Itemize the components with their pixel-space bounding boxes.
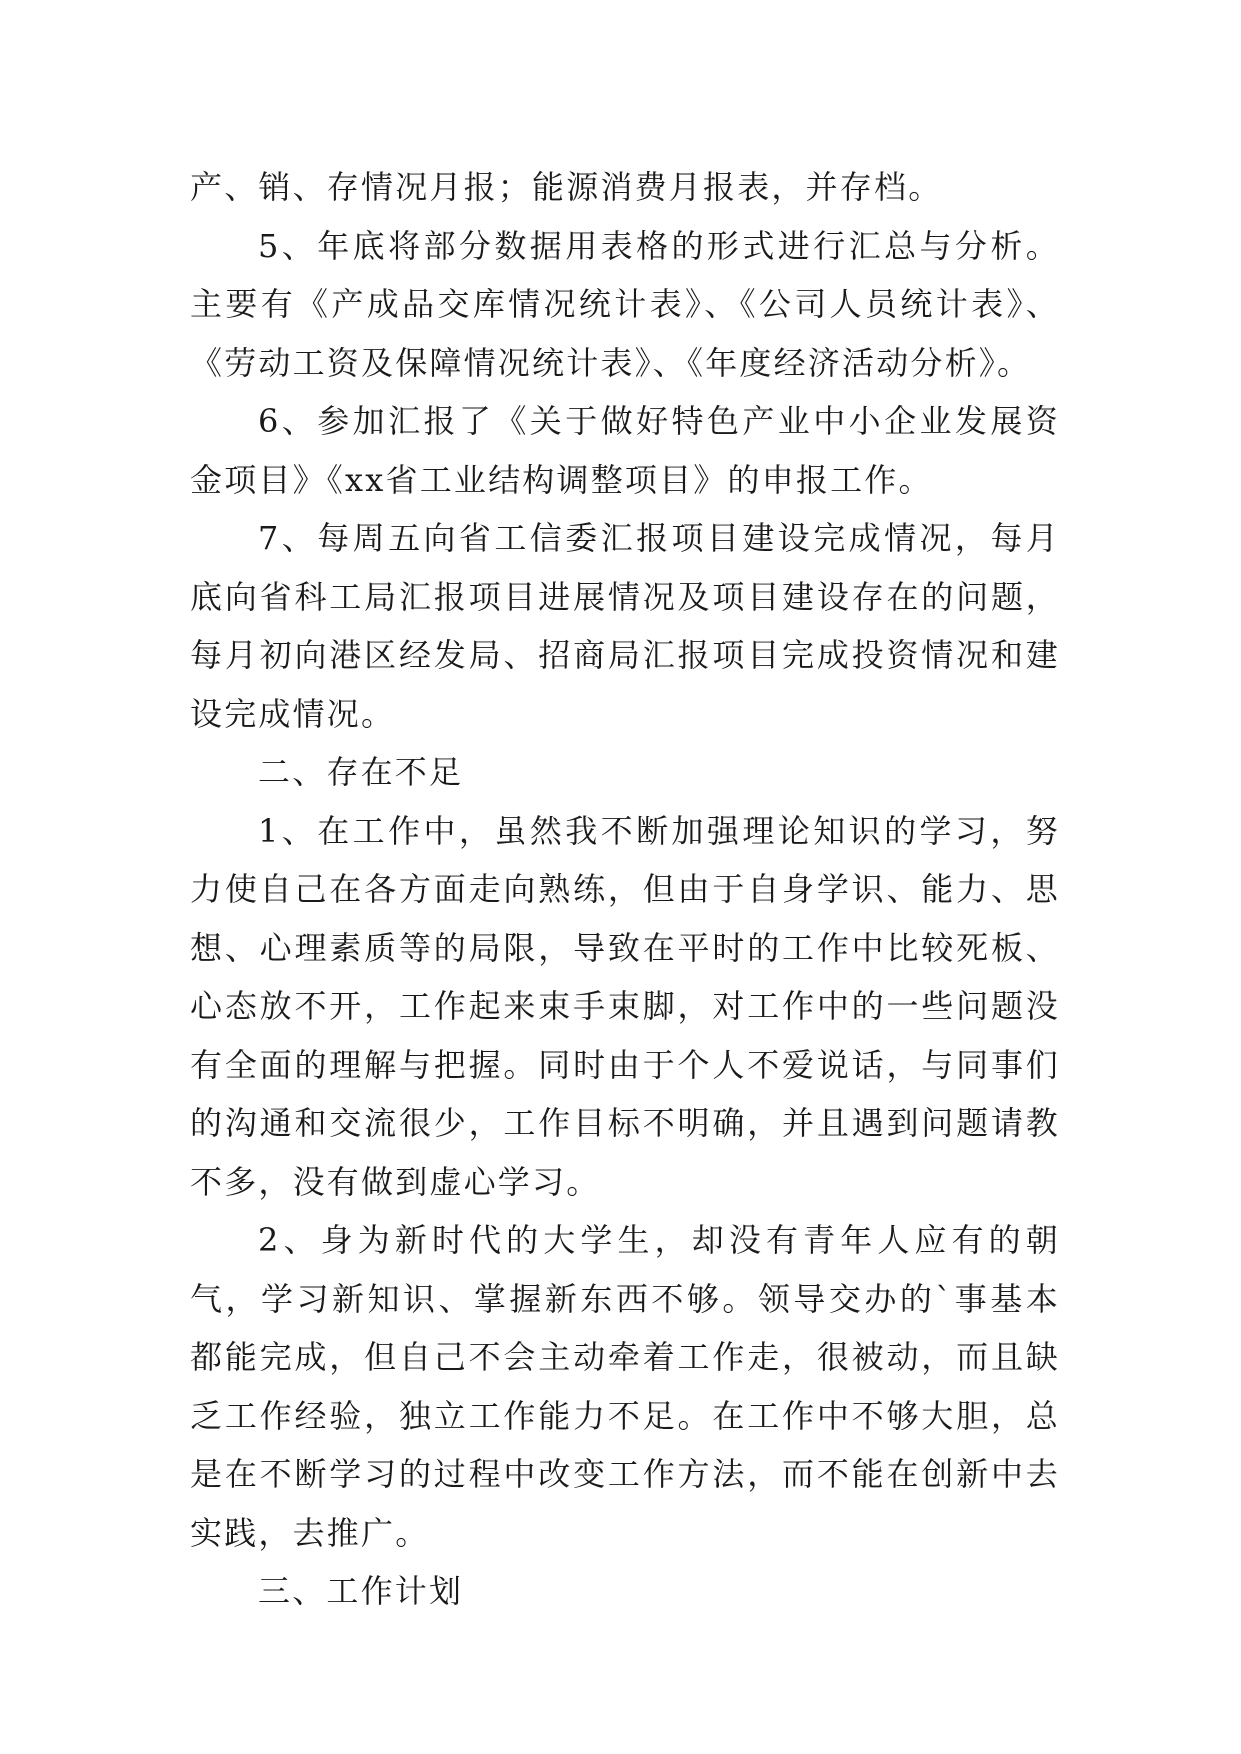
paragraph-item-5: 5、年底将部分数据用表格的形式进行汇总与分析。主要有《产成品交库情况统计表》、《公司人员统计表》、《劳动工资及保障情况统计表》、《年度经济活动分析》。 [190, 226, 1060, 382]
paragraph-shortcoming-1: 1、在工作中，虽然我不断加强理论知识的学习，努力使自己在各方面走向熟练，但由于自身学识、能力、思想、心理素质等的局限，导致在平时的工作中比较死板、心态放不开，工作起来束手束脚，对工作中的一些问题没有全面的理解与把握。同时由于个人不爱说话，与同事们的沟通和交流很少，工作目标不明确，并且遇到问题请教不多，没有做到虚心学习。 [190, 811, 1060, 1201]
paragraph-shortcoming-2: 2、身为新时代的大学生，却没有青年人应有的朝气，学习新知识、掌握新东西不够。领导交办的`事基本都能完成，但自己不会主动牵着工作走，很被动，而且缺乏工作经验，独立工作能力不足。在工作中不够大胆，总是在不断学习的过程中改变工作方法，而不能在创新中去实践，去推广。 [190, 1221, 1060, 1552]
paragraph-item-6: 6、参加汇报了《关于做好特色产业中小企业发展资金项目》《xx省工业结构调整项目》的申报工作。 [190, 402, 1060, 499]
paragraph-continuation: 产、销、存情况月报；能源消费月报表，并存档。 [190, 168, 943, 206]
section-heading-work-plan: 三、工作计划 [258, 1572, 464, 1610]
document-body [190, 158, 1060, 1621]
paragraph-item-7: 7、每周五向省工信委汇报项目建设完成情况，每月底向省科工局汇报项目进展情况及项目建设存在的问题，每月初向港区经发局、招商局汇报项目完成投资情况和建设完成情况。 [190, 519, 1060, 733]
section-heading-shortcomings: 二、存在不足 [258, 753, 464, 791]
